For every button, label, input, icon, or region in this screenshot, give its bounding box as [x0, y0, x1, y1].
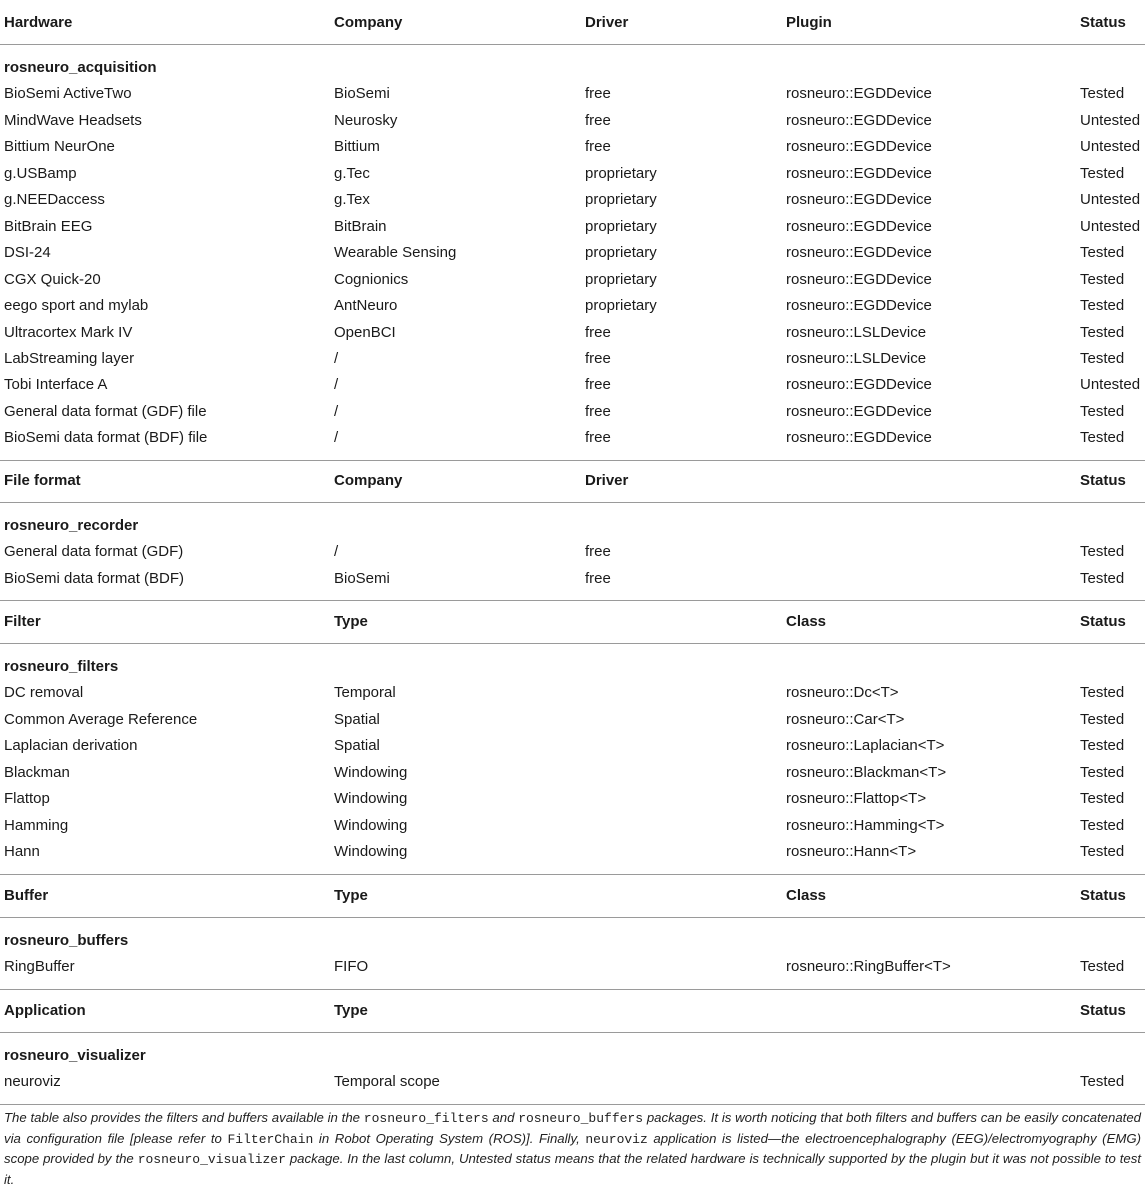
table-row	[0, 187, 1145, 213]
table-cell: Tested	[1080, 763, 1125, 781]
table-cell: g.Tec	[334, 164, 370, 182]
table-row	[0, 733, 1145, 759]
section-label: rosneuro_visualizer	[4, 1047, 146, 1064]
column-header: Driver	[585, 472, 629, 489]
table-cell: /	[334, 543, 339, 561]
section-row	[0, 928, 1145, 954]
divider	[0, 643, 1145, 644]
header-row	[0, 468, 1145, 494]
table-cell: General data format (GDF) file	[4, 402, 207, 420]
table-cell: Tested	[1080, 270, 1125, 288]
table-row	[0, 81, 1145, 107]
table-cell: g.USBamp	[4, 164, 77, 182]
table-row	[0, 320, 1145, 346]
table-row	[0, 680, 1145, 706]
table-cell: Windowing	[334, 790, 408, 808]
table-cell: Tested	[1080, 543, 1125, 561]
table-cell: rosneuro::EGDDevice	[786, 244, 932, 262]
code-term: rosneuro_visualizer	[137, 1152, 286, 1167]
table-cell: Tested	[1080, 85, 1125, 103]
table-cell: Tested	[1080, 816, 1125, 834]
table-cell: Untested	[1080, 217, 1141, 235]
table-row	[0, 707, 1145, 733]
table-cell: rosneuro::EGDDevice	[786, 429, 932, 447]
table-cell: Tested	[1080, 958, 1125, 976]
caption-text: package. In the last column, Untested status means that the related hardware is technically supported by the plugin but it was not possible to test it.	[4, 1151, 1141, 1187]
table-cell: Neurosky	[334, 111, 398, 129]
table-cell: AntNeuro	[334, 297, 398, 315]
table-cell: Windowing	[334, 763, 408, 781]
column-header: Application	[4, 1002, 86, 1019]
table-cell: free	[585, 543, 611, 561]
section-label: rosneuro_buffers	[4, 932, 129, 949]
table-cell: Tested	[1080, 349, 1125, 367]
caption-text: in Robot Operating System (ROS)]. Finally,	[313, 1130, 586, 1146]
table-cell: Hann	[4, 843, 40, 861]
table-cell: BioSemi data format (BDF) file	[4, 429, 208, 447]
column-header: Status	[1080, 1002, 1126, 1019]
table-cell: BioSemi	[334, 85, 390, 103]
table-cell: free	[585, 85, 611, 103]
table-cell: Tested	[1080, 429, 1125, 447]
table-cell: FIFO	[334, 958, 369, 976]
table-cell: rosneuro::EGDDevice	[786, 270, 932, 288]
table-cell: /	[334, 402, 339, 420]
table-row	[0, 372, 1145, 398]
table-cell: Ultracortex Mark IV	[4, 323, 133, 341]
table-cell: Tested	[1080, 244, 1125, 262]
table-cell: rosneuro::Flattop<T>	[786, 790, 927, 808]
table-cell: Untested	[1080, 376, 1141, 394]
table-cell: free	[585, 376, 611, 394]
section-label: rosneuro_acquisition	[4, 59, 157, 76]
column-header: Driver	[585, 14, 629, 31]
table-row	[0, 134, 1145, 160]
column-header: Type	[334, 613, 368, 630]
table-row	[0, 240, 1145, 266]
table-row	[0, 267, 1145, 293]
table-cell: rosneuro::EGDDevice	[786, 85, 932, 103]
table-cell: /	[334, 349, 339, 367]
table-cell: rosneuro::EGDDevice	[786, 191, 932, 209]
table-cell: Spatial	[334, 710, 380, 728]
table-cell: MindWave Headsets	[4, 111, 142, 129]
table-row	[0, 566, 1145, 592]
divider	[0, 44, 1145, 45]
column-header: Class	[786, 887, 827, 904]
column-header: Status	[1080, 472, 1126, 489]
table-cell: free	[585, 569, 611, 587]
table-cell: free	[585, 429, 611, 447]
table-row	[0, 760, 1145, 786]
table-row	[0, 293, 1145, 319]
table-cell: rosneuro::EGDDevice	[786, 297, 932, 315]
table-cell: BioSemi data format (BDF)	[4, 569, 185, 587]
code-term: neuroviz	[585, 1131, 648, 1147]
table-cell: Tested	[1080, 1073, 1125, 1091]
section-row	[0, 654, 1145, 680]
table-cell: eego sport and mylab	[4, 297, 149, 315]
table-cell: Tested	[1080, 684, 1125, 702]
table-cell: OpenBCI	[334, 323, 396, 341]
table-cell: Untested	[1080, 111, 1141, 129]
column-header: Company	[334, 472, 403, 489]
section-row	[0, 1043, 1145, 1069]
column-header: Status	[1080, 887, 1126, 904]
table-caption	[4, 1108, 1141, 1189]
table-cell: Tobi Interface A	[4, 376, 108, 394]
table-cell: BitBrain	[334, 217, 387, 235]
table-row	[0, 1069, 1145, 1095]
table-cell: Tested	[1080, 569, 1125, 587]
section-row	[0, 55, 1145, 81]
code-term: rosneuro_buffers	[518, 1111, 644, 1126]
divider	[0, 874, 1145, 875]
divider	[0, 989, 1145, 990]
table-cell: Wearable Sensing	[334, 244, 457, 262]
caption-text: and	[488, 1110, 519, 1125]
header-row	[0, 10, 1145, 36]
table-cell: g.Tex	[334, 191, 370, 209]
table-cell: rosneuro::EGDDevice	[786, 217, 932, 235]
table-cell: DC removal	[4, 684, 84, 702]
table-cell: rosneuro::Laplacian<T>	[786, 737, 945, 755]
table-cell: BioSemi	[334, 569, 390, 587]
table-row	[0, 813, 1145, 839]
table-cell: free	[585, 402, 611, 420]
column-header: Status	[1080, 14, 1126, 31]
table-cell: Temporal	[334, 684, 396, 702]
header-row	[0, 609, 1145, 635]
header-row	[0, 998, 1145, 1024]
table-cell: Tested	[1080, 843, 1125, 861]
table-cell: DSI-24	[4, 244, 51, 262]
table-cell: rosneuro::Hann<T>	[786, 843, 917, 861]
table-cell: rosneuro::EGDDevice	[786, 111, 932, 129]
column-header: Filter	[4, 613, 41, 630]
column-header: Status	[1080, 613, 1126, 630]
table-cell: Untested	[1080, 191, 1141, 209]
table-cell: /	[334, 429, 339, 447]
section-label: rosneuro_recorder	[4, 517, 139, 534]
table-cell: Windowing	[334, 843, 408, 861]
table-cell: free	[585, 349, 611, 367]
column-header: Buffer	[4, 887, 49, 904]
table-cell: rosneuro::Blackman<T>	[786, 763, 947, 781]
table-cell: Tested	[1080, 323, 1125, 341]
column-header: Plugin	[786, 14, 832, 31]
divider	[0, 917, 1145, 918]
table-cell: Windowing	[334, 816, 408, 834]
table-cell: proprietary	[585, 164, 657, 182]
table-cell: proprietary	[585, 191, 657, 209]
table-cell: Tested	[1080, 710, 1125, 728]
table-cell: proprietary	[585, 270, 657, 288]
column-header: File format	[4, 472, 81, 489]
table-row	[0, 954, 1145, 980]
code-term: rosneuro_filters	[363, 1111, 489, 1126]
table-row	[0, 108, 1145, 134]
table-cell: free	[585, 138, 611, 156]
column-header: Company	[334, 14, 403, 31]
table-cell: Common Average Reference	[4, 710, 198, 728]
code-term: FilterChain	[227, 1131, 314, 1147]
table-cell: Hamming	[4, 816, 69, 834]
table-cell: free	[585, 111, 611, 129]
table-row	[0, 839, 1145, 865]
divider	[0, 600, 1145, 601]
table-cell: BitBrain EEG	[4, 217, 93, 235]
table-cell: rosneuro::LSLDevice	[786, 349, 927, 367]
table-cell: proprietary	[585, 217, 657, 235]
section-label: rosneuro_filters	[4, 658, 119, 675]
table-cell: proprietary	[585, 244, 657, 262]
section-row	[0, 513, 1145, 539]
table-cell: rosneuro::RingBuffer<T>	[786, 958, 951, 976]
table-row	[0, 214, 1145, 240]
caption-text: application is listed—the electroencephalography (EEG)/electromyography (EMG) scope provided by the	[4, 1130, 1142, 1166]
table-cell: Tested	[1080, 297, 1125, 315]
table-cell: proprietary	[585, 297, 657, 315]
header-row	[0, 883, 1145, 909]
column-header: Type	[334, 887, 368, 904]
table-cell: rosneuro::EGDDevice	[786, 376, 932, 394]
table-cell: Spatial	[334, 737, 380, 755]
divider	[0, 460, 1145, 461]
table-cell: Flattop	[4, 790, 50, 808]
table-cell: Tested	[1080, 402, 1125, 420]
table-cell: RingBuffer	[4, 958, 75, 976]
table-cell: rosneuro::Hamming<T>	[786, 816, 945, 834]
table-cell: BioSemi ActiveTwo	[4, 85, 132, 103]
divider	[0, 1032, 1145, 1033]
table-cell: neuroviz	[4, 1073, 61, 1091]
table-cell: General data format (GDF)	[4, 543, 184, 561]
table-cell: Temporal scope	[334, 1073, 440, 1091]
column-header: Class	[786, 613, 827, 630]
table-cell: free	[585, 323, 611, 341]
table-row	[0, 786, 1145, 812]
column-header: Type	[334, 1002, 368, 1019]
caption-text: packages. It is worth noticing that both filters and buffers can be easily concatenated via configuration file [please refer to	[4, 1110, 1141, 1146]
table-row	[0, 161, 1145, 187]
table-cell: rosneuro::Car<T>	[786, 710, 905, 728]
divider	[0, 1104, 1145, 1105]
column-header: Hardware	[4, 14, 73, 31]
table-cell: Cognionics	[334, 270, 409, 288]
caption-text: The table also provides the filters and buffers available in the	[4, 1110, 364, 1125]
table-row	[0, 346, 1145, 372]
table-cell: rosneuro::EGDDevice	[786, 402, 932, 420]
table-cell: rosneuro::LSLDevice	[786, 323, 927, 341]
table-cell: Blackman	[4, 763, 70, 781]
table-row	[0, 539, 1145, 565]
table-cell: CGX Quick-20	[4, 270, 101, 288]
table-cell: g.NEEDaccess	[4, 191, 105, 209]
table-cell: Untested	[1080, 138, 1141, 156]
table-row	[0, 399, 1145, 425]
table-cell: Tested	[1080, 737, 1125, 755]
table-cell: rosneuro::EGDDevice	[786, 164, 932, 182]
table-cell: Tested	[1080, 164, 1125, 182]
table-cell: Tested	[1080, 790, 1125, 808]
table-cell: rosneuro::Dc<T>	[786, 684, 899, 702]
table-cell: /	[334, 376, 339, 394]
table-cell: rosneuro::EGDDevice	[786, 138, 932, 156]
table-cell: Bittium	[334, 138, 380, 156]
table-row	[0, 425, 1145, 451]
table-cell: Bittium NeurOne	[4, 138, 115, 156]
divider	[0, 502, 1145, 503]
table-cell: Laplacian derivation	[4, 737, 138, 755]
table-cell: LabStreaming layer	[4, 349, 135, 367]
